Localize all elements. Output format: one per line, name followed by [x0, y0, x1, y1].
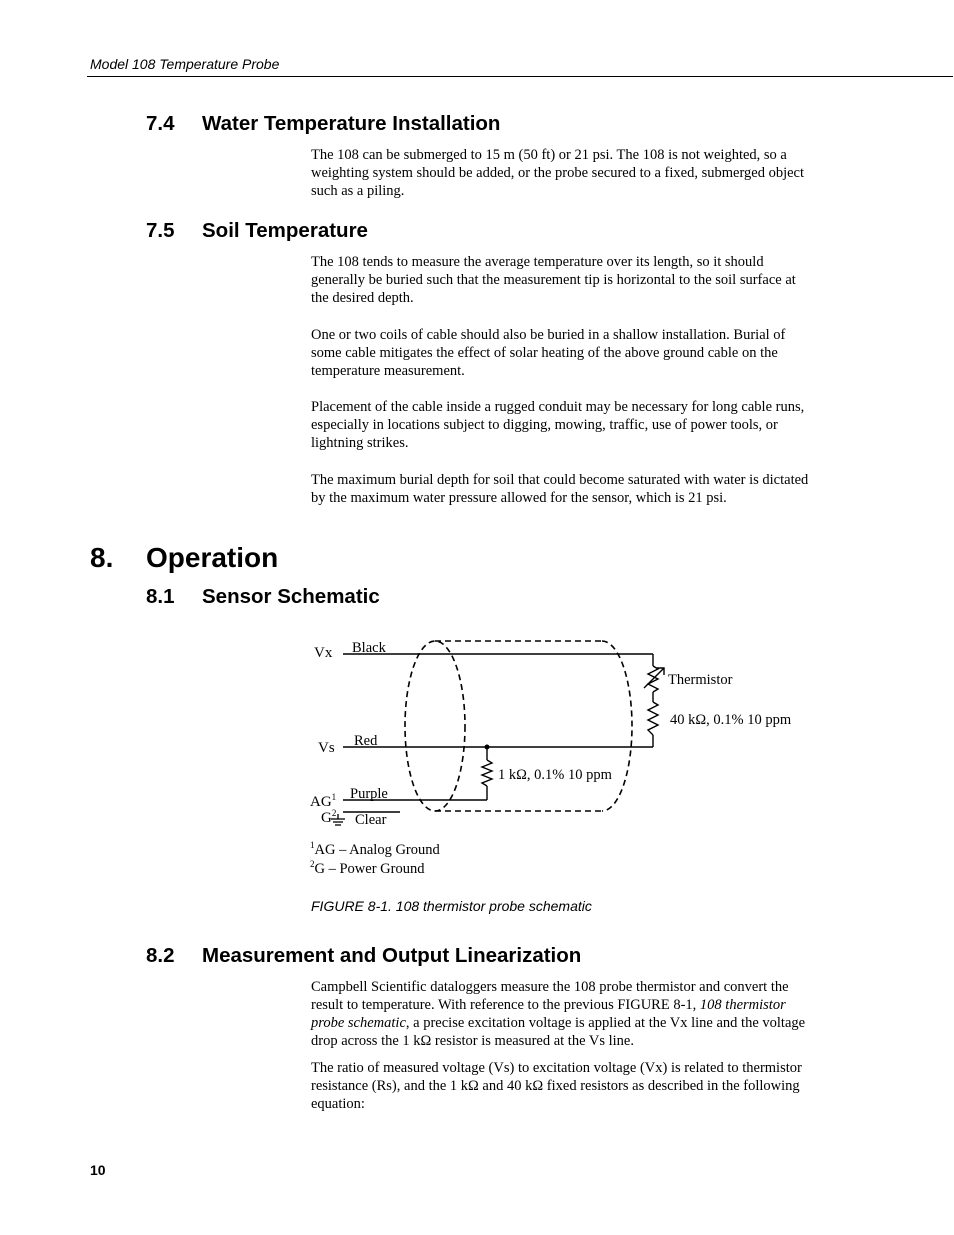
page-number: 10 [90, 1162, 106, 1178]
chapter-title: Operation [146, 542, 279, 573]
section-number: 8.1 [146, 585, 175, 608]
figure-reference: 108 thermistor probe schematic [311, 997, 786, 1031]
label-purple: Purple [350, 786, 388, 802]
thermistor-symbol [644, 666, 664, 702]
label-g [321, 808, 336, 826]
junction-dot [485, 745, 490, 750]
paragraph-text: Campbell Scientific dataloggers measure the 108 probe thermistor and convert the result to temperature. With reference to the previous FIGURE 8-1, [311, 979, 789, 1013]
shield-right-arc [602, 641, 632, 811]
label-ag-text: AG [310, 794, 332, 810]
section-title: Soil Temperature [202, 219, 368, 242]
label-40k-resistor: 40 kΩ, 0.1% 10 ppm [670, 712, 792, 728]
section-title: Sensor Schematic [202, 585, 380, 608]
footnote-1-sup: 1 [310, 840, 315, 850]
footnote-2-text: G – Power Ground [314, 861, 425, 877]
paragraph: One or two coils of cable should also be buried in a shallow installation. Burial of some cable mitigates the effect of solar heating of the above ground cable on the temperature measurement. [311, 327, 786, 379]
section-number: 7.5 [146, 219, 175, 242]
section-title: Water Temperature Installation [202, 112, 501, 135]
label-vx: Vx [314, 645, 333, 661]
figure-caption: FIGURE 8-1. 108 thermistor probe schematic [311, 898, 592, 914]
label-clear: Clear [355, 812, 387, 828]
section-title: Measurement and Output Linearization [202, 944, 582, 967]
paragraph: The 108 can be submerged to 15 m (50 ft) or 21 psi. The 108 is not weighted, so a weighting system should be added, or the probe secured to a fixed, submerged object such as a piling. [311, 147, 805, 199]
label-ag-sup: 1 [331, 792, 337, 802]
label-black: Black [352, 640, 386, 656]
resistor-40k-symbol [648, 702, 658, 735]
resistor-1k-symbol [482, 760, 492, 786]
label-vs: Vs [318, 740, 335, 756]
paragraph: The maximum burial depth for soil that could become saturated with water is dictated by the maximum water pressure allowed for the sensor, which is 21 psi. [311, 472, 809, 506]
paragraph [311, 978, 811, 1050]
footnote-analog-ground [310, 840, 441, 858]
running-header: Model 108 Temperature Probe [90, 56, 280, 72]
paragraph: The 108 tends to measure the average temperature over its length, so it should generally be buried such that the measurement tip is horizontal to the soil surface at the desired depth. [311, 254, 796, 306]
section-heading-8-2 [146, 944, 581, 968]
footnote-power-ground [310, 859, 425, 877]
label-thermistor: Thermistor [668, 672, 733, 688]
footnote-1-text: AG – Analog Ground [314, 842, 440, 858]
chapter-number: 8. [90, 542, 114, 573]
section-number: 8.2 [146, 944, 175, 967]
paragraph: The ratio of measured voltage (Vs) to excitation voltage (Vx) is related to thermistor resistance (Rs), and the 1 kΩ and 40 kΩ fixed resistors as described in the following equation: [311, 1060, 802, 1112]
label-red: Red [354, 733, 378, 749]
footnote-2-sup: 2 [310, 859, 315, 869]
cable-shield [405, 641, 632, 811]
paragraph-text: , a precise excitation voltage is applied at the Vx line and the voltage drop across the 1 kΩ resistor is measured at the Vs line. [311, 1015, 806, 1049]
paragraph: Placement of the cable inside a rugged conduit may be necessary for long cable runs, especially in locations subject to digging, mowing, traffic, use of power tools, or lightning strikes. [311, 399, 805, 451]
section-number: 7.4 [146, 112, 175, 135]
label-g-text: G [321, 810, 332, 826]
shield-left-ellipse [405, 641, 465, 811]
label-1k-resistor: 1 kΩ, 0.1% 10 ppm [498, 767, 612, 783]
label-g-sup: 2 [331, 808, 337, 818]
